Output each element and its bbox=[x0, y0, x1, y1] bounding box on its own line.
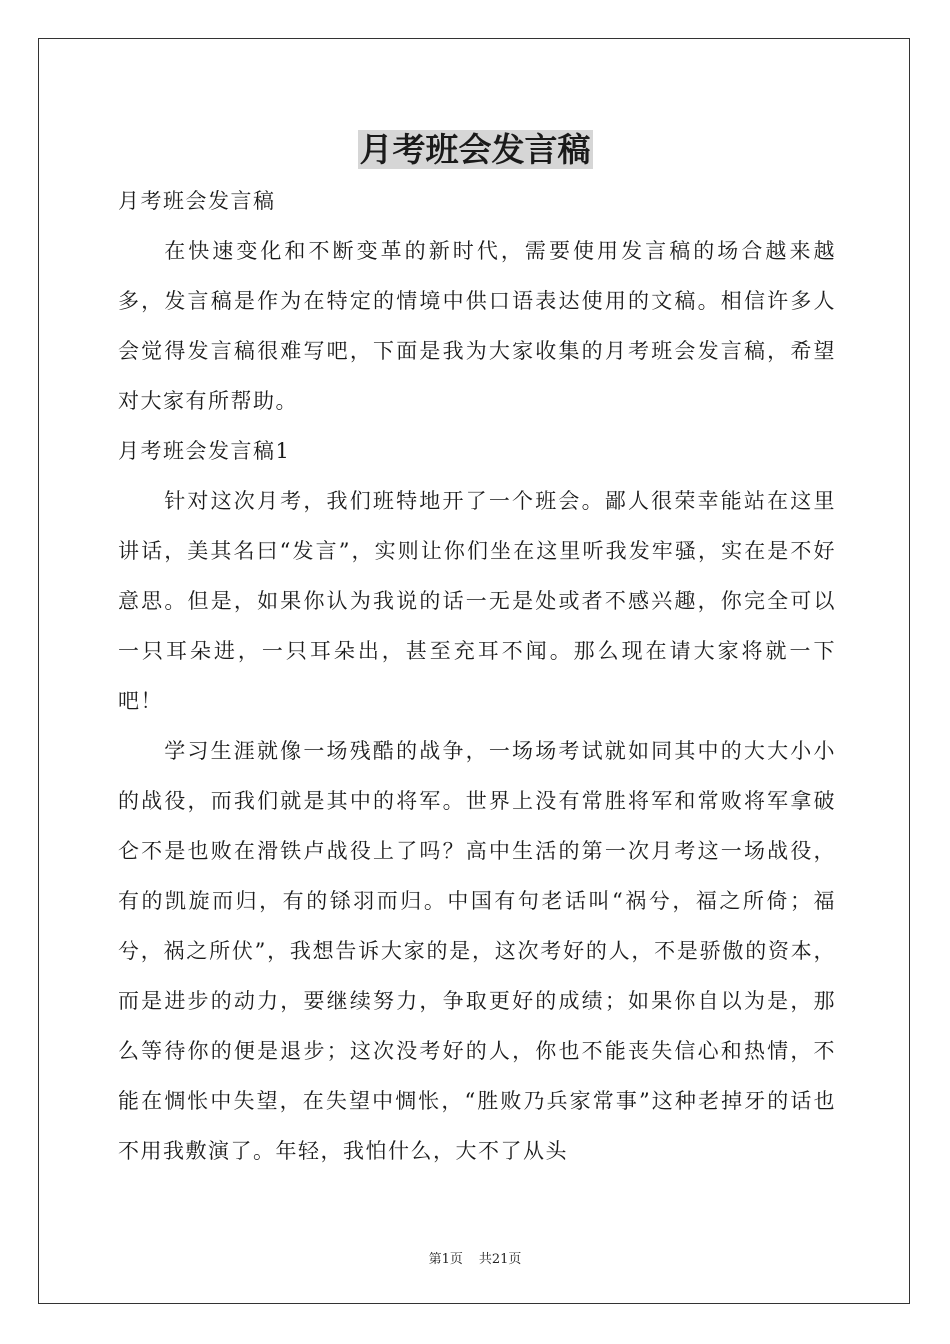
body-paragraph-1: 针对这次月考，我们班特地开了一个班会。鄙人很荣幸能站在这里讲话，美其名曰“发言”，实则让你们坐在这里听我发牢骚，实在是不好意思。但是，如果你认为我说的话一无是处或者不感兴趣，你完全可以一只耳朵进，一只耳朵出，甚至充耳不闻。那么现在请大家将就一下吧！ bbox=[118, 489, 836, 713]
document-body bbox=[118, 176, 836, 1176]
document-title-text: 月考班会发言稿 bbox=[359, 130, 591, 169]
body-paragraph-2: 学习生涯就像一场残酷的战争，一场场考试就如同其中的大大小小的战役，而我们就是其中的将军。世界上没有常胜将军和常败将军拿破仑不是也败在滑铁卢战役上了吗？高中生活的第一次月考这一场战役，有的凯旋而归，有的铩羽而归。中国有句老话叫“祸兮，福之所倚；福兮，祸之所伏”，我想告诉大家的是，这次考好的人，不是骄傲的资本，而是进步的动力，要继续努力，争取更好的成绩；如果你自以为是，那么等待你的便是退步；这次没考好的人，你也不能丧失信心和热情，不能在惆怅中失望，在失望中惆怅，“胜败乃兵家常事”这种老掉牙的话也不用我敷演了。年轻，我怕什么，大不了从头 bbox=[118, 739, 836, 1163]
document-title bbox=[0, 128, 950, 172]
page-total: 共21页 bbox=[478, 1252, 522, 1267]
page-number: 第1页 bbox=[428, 1252, 463, 1267]
page-footer bbox=[0, 1248, 950, 1267]
document-subtitle: 月考班会发言稿 bbox=[118, 189, 276, 213]
section-heading: 月考班会发言稿1 bbox=[118, 439, 291, 463]
intro-paragraph: 在快速变化和不断变革的新时代，需要使用发言稿的场合越来越多，发言稿是作为在特定的情境中供口语表达使用的文稿。相信许多人会觉得发言稿很难写吧，下面是我为大家收集的月考班会发言稿，希望对大家有所帮助。 bbox=[118, 239, 836, 413]
